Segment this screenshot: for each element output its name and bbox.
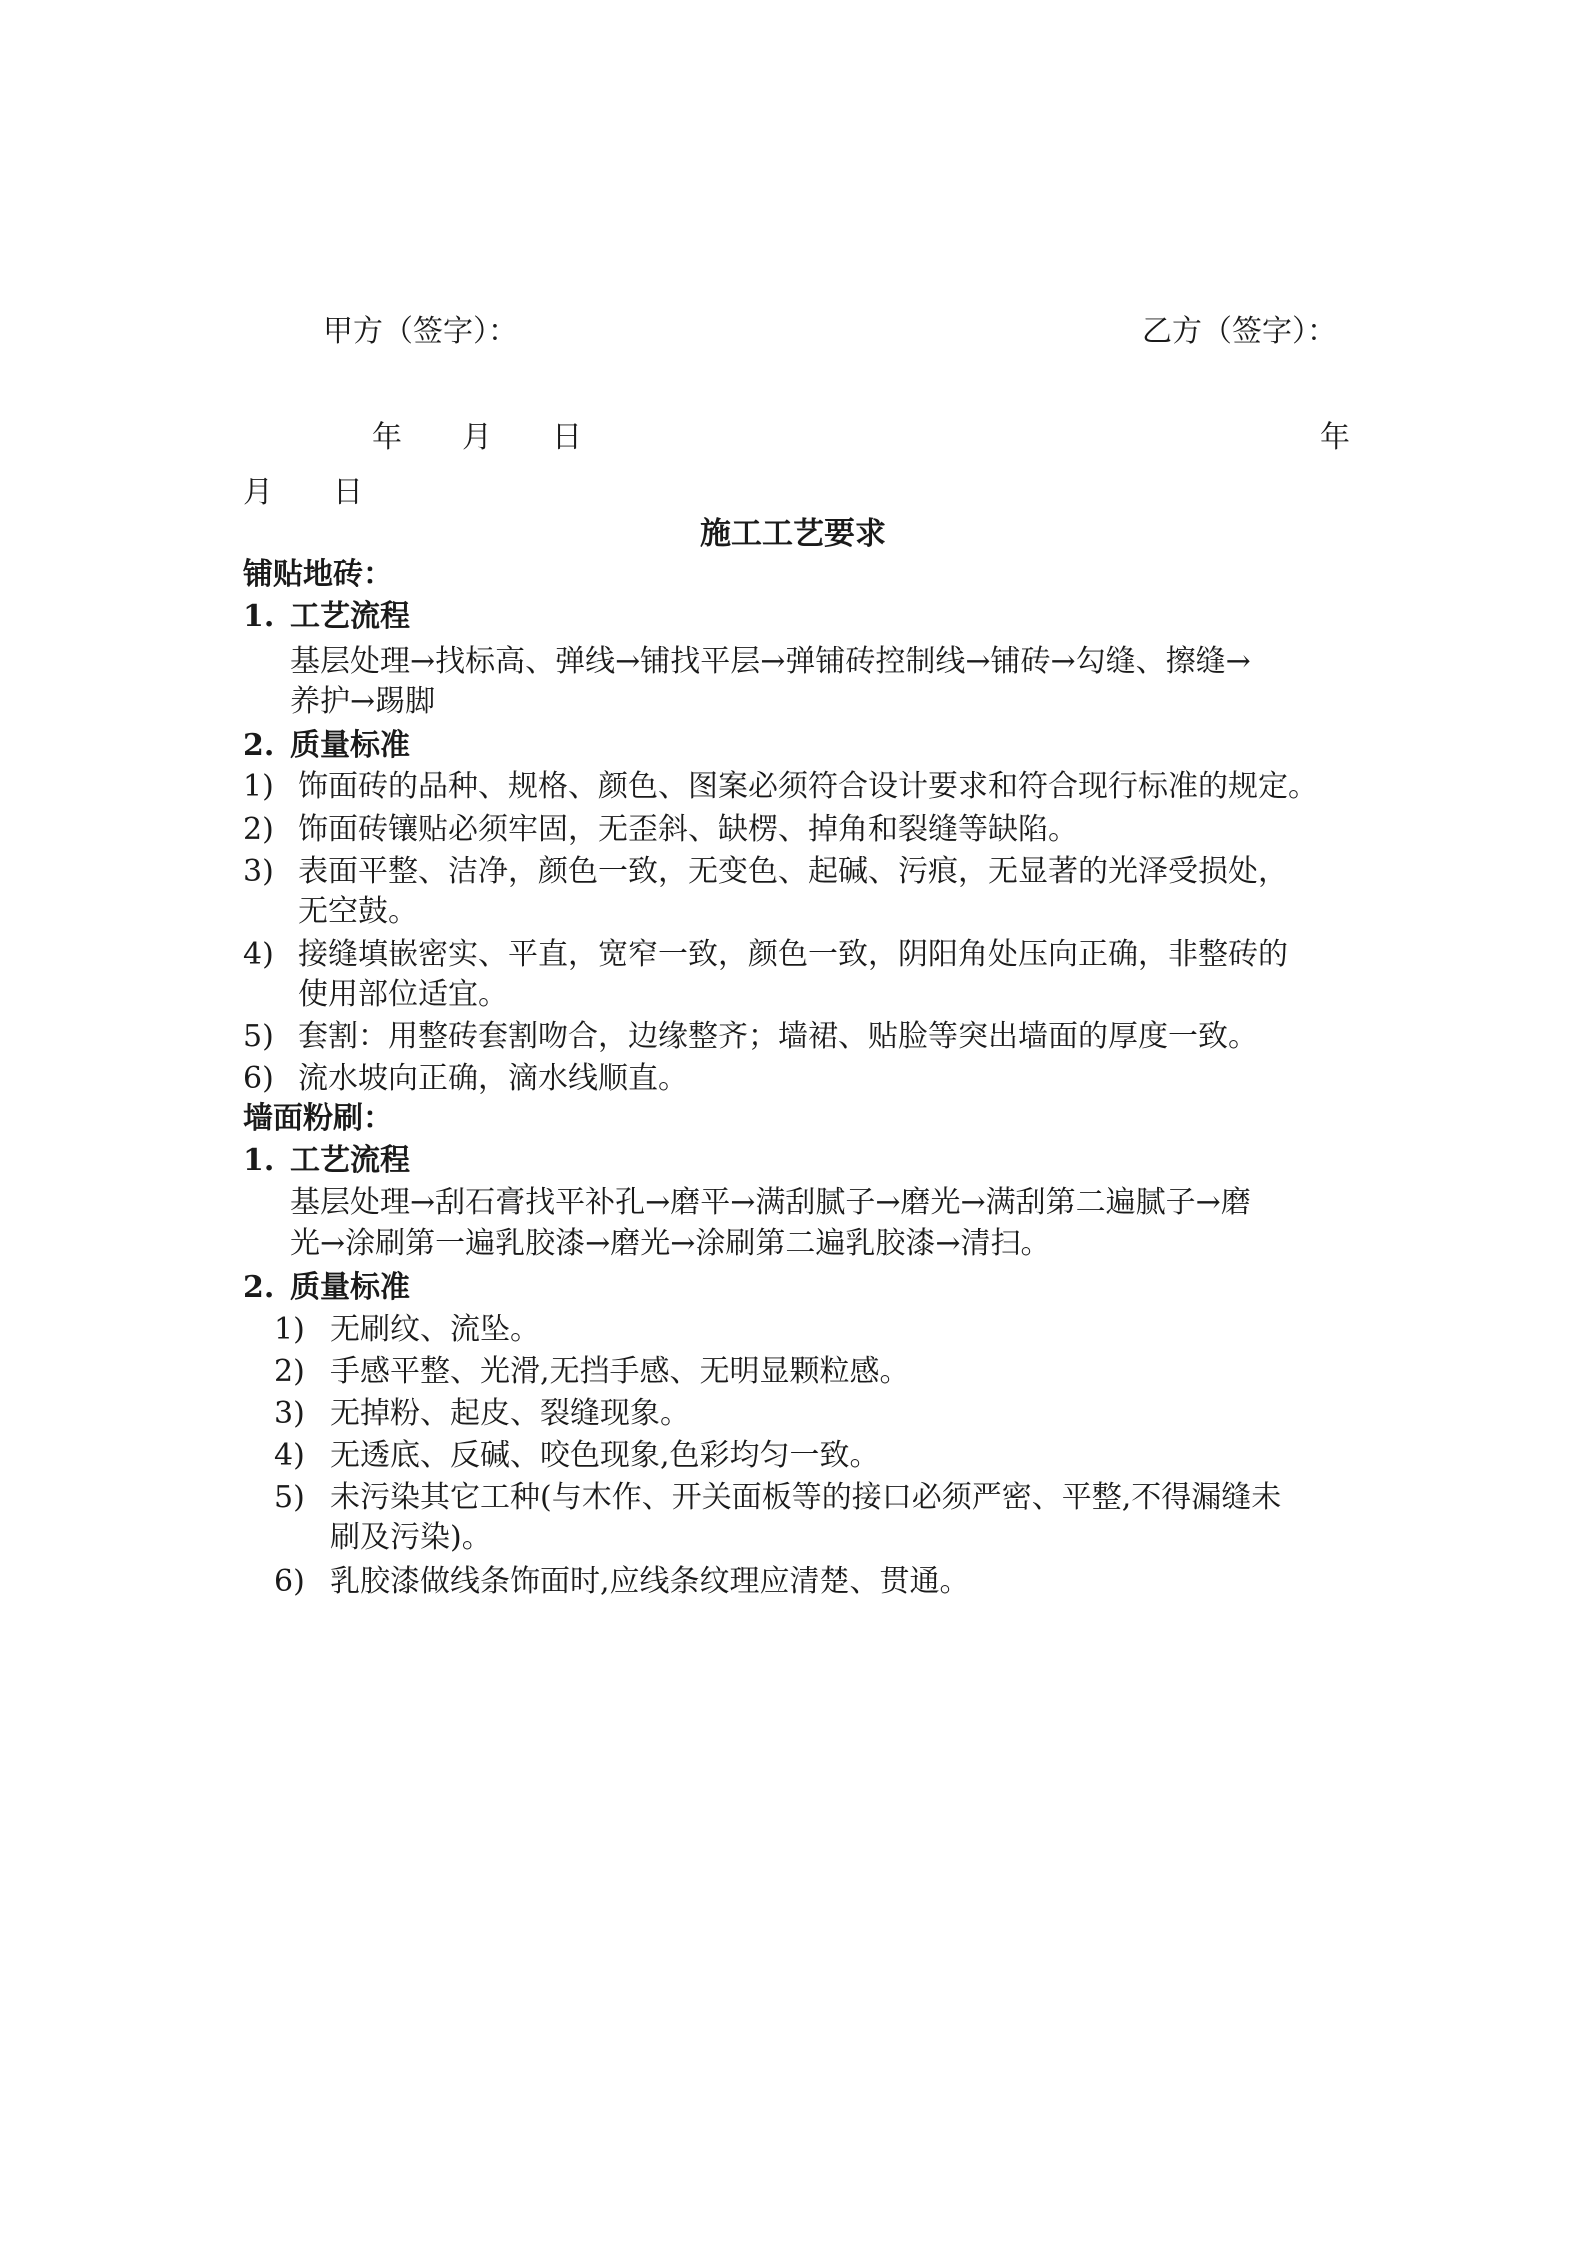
item-text: 使用部位适宜。 <box>298 977 508 1012</box>
wall-quality-heading: 质量标准 <box>290 1270 410 1305</box>
item-text: 无透底、反碱、咬色现象,色彩均匀一致。 <box>330 1438 880 1473</box>
item-number: 2) <box>274 1354 305 1389</box>
wall-process-heading: 工艺流程 <box>290 1143 410 1178</box>
floor-tiles-heading: 铺贴地砖： <box>243 557 393 592</box>
floor-quality-item <box>243 1017 1258 1057</box>
floor-quality-item <box>243 1059 688 1099</box>
item-text: 流水坡向正确，滴水线顺直。 <box>298 1061 688 1096</box>
wall-quality-item <box>274 1352 910 1392</box>
wall-quality-item <box>274 1436 880 1476</box>
wall-process-line: 基层处理→刮石膏找平补孔→磨平→满刮腻子→磨光→满刮第二遍腻子→磨 <box>290 1185 1251 1220</box>
wall-paint-heading: 墙面粉刷： <box>243 1101 393 1136</box>
item-number: 6) <box>243 1061 274 1096</box>
floor-quality-item <box>243 852 1288 932</box>
wall-quality-item <box>274 1310 540 1350</box>
floor-quality-item <box>243 810 1078 850</box>
item-text: 未污染其它工种(与木作、开关面板等的接口必须严密、平整,不得漏缝未 <box>330 1480 1282 1515</box>
wall-quality-number: 2. <box>243 1270 275 1305</box>
party-b-date-year: 年 <box>1320 420 1350 455</box>
item-text: 无刷纹、流坠。 <box>330 1312 540 1347</box>
item-number: 5) <box>274 1480 305 1515</box>
floor-quality-item <box>243 767 1318 807</box>
item-text: 无掉粉、起皮、裂缝现象。 <box>330 1396 690 1431</box>
item-number: 1) <box>274 1312 305 1347</box>
item-text: 无空鼓。 <box>298 894 418 929</box>
item-text: 套割：用整砖套割吻合，边缘整齐；墙裙、贴脸等突出墙面的厚度一致。 <box>298 1019 1258 1054</box>
wall-process-number: 1. <box>243 1143 275 1178</box>
item-number: 6) <box>274 1564 305 1599</box>
item-number: 4) <box>243 937 274 972</box>
floor-process-heading: 工艺流程 <box>290 599 410 634</box>
wall-process-line: 光→涂刷第一遍乳胶漆→磨光→涂刷第二遍乳胶漆→清扫。 <box>290 1226 1051 1261</box>
item-text: 刷及污染)。 <box>330 1520 492 1555</box>
floor-process-line: 基层处理→找标高、弹线→铺找平层→弹铺砖控制线→铺砖→勾缝、擦缝→ <box>290 644 1251 679</box>
item-number: 2) <box>243 812 274 847</box>
item-number: 3) <box>274 1396 305 1431</box>
item-number: 4) <box>274 1438 305 1473</box>
wall-quality-item <box>274 1478 1281 1558</box>
floor-quality-number: 2. <box>243 728 275 763</box>
item-text: 表面平整、洁净，颜色一致，无变色、起碱、污痕，无显著的光泽受损处， <box>298 854 1288 889</box>
item-text: 饰面砖的品种、规格、颜色、图案必须符合设计要求和符合现行标准的规定。 <box>298 769 1318 804</box>
party-b-date-rest: 月 日 <box>243 475 363 510</box>
wall-quality-item <box>274 1562 970 1602</box>
floor-quality-heading: 质量标准 <box>290 728 410 763</box>
page-title: 施工工艺要求 <box>700 516 886 552</box>
party-b-signature-label: 乙方（签字）： <box>1142 314 1337 349</box>
item-text: 乳胶漆做线条饰面时,应线条纹理应清楚、贯通。 <box>330 1564 970 1599</box>
floor-process-number: 1. <box>243 599 275 634</box>
floor-quality-item <box>243 935 1288 1015</box>
item-text: 饰面砖镶贴必须牢固，无歪斜、缺楞、掉角和裂缝等缺陷。 <box>298 812 1078 847</box>
item-text: 手感平整、光滑,无挡手感、无明显颗粒感。 <box>330 1354 910 1389</box>
item-number: 1) <box>243 769 274 804</box>
party-a-date: 年 月 日 <box>372 420 582 455</box>
item-text: 接缝填嵌密实、平直，宽窄一致，颜色一致，阴阳角处压向正确，非整砖的 <box>298 937 1288 972</box>
party-a-signature-label: 甲方（签字）： <box>323 314 518 349</box>
item-number: 3) <box>243 854 274 889</box>
item-number: 5) <box>243 1019 274 1054</box>
wall-quality-item <box>274 1394 690 1434</box>
floor-process-line: 养护→踢脚 <box>290 684 436 719</box>
